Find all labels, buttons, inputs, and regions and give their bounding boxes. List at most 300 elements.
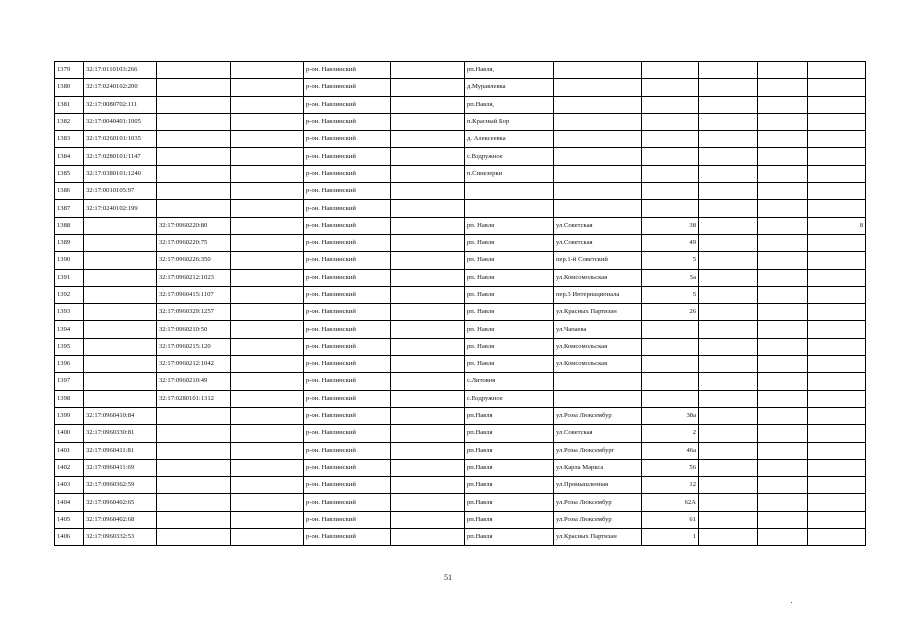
extra-cell	[808, 477, 866, 494]
row-number: 1386	[55, 183, 84, 200]
empty-cell	[699, 200, 758, 217]
district-cell: р-он. Навлинский	[304, 356, 391, 373]
extra-cell	[808, 425, 866, 442]
district-cell: р-он. Навлинский	[304, 79, 391, 96]
extra-cell	[808, 148, 866, 165]
street-cell	[554, 373, 642, 390]
settlement-cell: рп. Навля	[465, 269, 554, 286]
row-number: 1387	[55, 200, 84, 217]
empty-cell	[699, 286, 758, 303]
empty-cell	[758, 425, 808, 442]
empty-cell	[699, 148, 758, 165]
street-cell: ул.Розы Люксембур	[554, 494, 642, 511]
cadastral-number-cell: 32:17:0960410:84	[84, 407, 157, 424]
empty-cell	[699, 304, 758, 321]
empty-cell	[391, 338, 465, 355]
extra-cell	[808, 252, 866, 269]
cadastral-number-alt-cell: 32:17:0960226:350	[157, 252, 231, 269]
empty-cell	[391, 269, 465, 286]
settlement-cell: с.Литовня	[465, 373, 554, 390]
empty-cell	[758, 373, 808, 390]
house-number-cell	[642, 373, 699, 390]
cadastral-number-alt-cell	[157, 459, 231, 476]
table-row	[55, 321, 866, 338]
empty-cell	[231, 373, 304, 390]
page-number: 51	[444, 573, 452, 582]
row-number: 1402	[55, 459, 84, 476]
extra-cell	[808, 356, 866, 373]
settlement-cell: рп. Навля	[465, 356, 554, 373]
house-number-cell: 49	[642, 234, 699, 251]
street-cell	[554, 200, 642, 217]
settlement-cell: рп. Навля	[465, 234, 554, 251]
cadastral-number-alt-cell: 32:17:0280101:1312	[157, 390, 231, 407]
empty-cell	[758, 390, 808, 407]
empty-cell	[758, 304, 808, 321]
extra-cell	[808, 234, 866, 251]
empty-cell	[758, 511, 808, 528]
row-number: 1396	[55, 356, 84, 373]
empty-cell	[391, 390, 465, 407]
empty-cell	[758, 459, 808, 476]
row-number: 1384	[55, 148, 84, 165]
table-row	[55, 165, 866, 182]
table-row	[55, 407, 866, 424]
empty-cell	[758, 494, 808, 511]
row-number: 1388	[55, 217, 84, 234]
empty-cell	[758, 165, 808, 182]
house-number-cell	[642, 183, 699, 200]
district-cell: р-он. Навлинский	[304, 269, 391, 286]
district-cell: р-он. Навлинский	[304, 234, 391, 251]
cadastral-number-cell: 32:17:0260101:1035	[84, 131, 157, 148]
empty-cell	[699, 407, 758, 424]
extra-cell	[808, 407, 866, 424]
district-cell: р-он. Навлинский	[304, 477, 391, 494]
street-cell	[554, 113, 642, 130]
empty-cell	[758, 407, 808, 424]
empty-cell	[391, 79, 465, 96]
empty-cell	[231, 217, 304, 234]
cadastral-number-cell: 32:17:0380101:1240	[84, 165, 157, 182]
empty-cell	[699, 217, 758, 234]
table-row	[55, 183, 866, 200]
empty-cell	[231, 356, 304, 373]
row-number: 1403	[55, 477, 84, 494]
cadastral-number-cell: 32:17:0240102:199	[84, 200, 157, 217]
cadastral-number-alt-cell	[157, 183, 231, 200]
settlement-cell: рп.Навля	[465, 425, 554, 442]
table-row	[55, 96, 866, 113]
cadastral-number-alt-cell	[157, 200, 231, 217]
empty-cell	[699, 373, 758, 390]
extra-cell	[808, 459, 866, 476]
scan-speck	[791, 602, 792, 603]
extra-cell: 8	[808, 217, 866, 234]
empty-cell	[231, 148, 304, 165]
empty-cell	[231, 304, 304, 321]
empty-cell	[391, 304, 465, 321]
district-cell: р-он. Навлинский	[304, 131, 391, 148]
cadastral-number-alt-cell: 32:17:0960220:80	[157, 217, 231, 234]
district-cell: р-он. Навлинский	[304, 96, 391, 113]
table-row	[55, 62, 866, 79]
street-cell: ул.Розы Люксембур	[554, 407, 642, 424]
empty-cell	[758, 113, 808, 130]
row-number: 1382	[55, 113, 84, 130]
extra-cell	[808, 269, 866, 286]
street-cell	[554, 131, 642, 148]
district-cell: р-он. Навлинский	[304, 286, 391, 303]
empty-cell	[699, 356, 758, 373]
cadastral-number-cell	[84, 321, 157, 338]
settlement-cell: рп.Навля	[465, 529, 554, 546]
house-number-cell	[642, 96, 699, 113]
house-number-cell	[642, 321, 699, 338]
empty-cell	[758, 79, 808, 96]
table-row	[55, 200, 866, 217]
extra-cell	[808, 338, 866, 355]
empty-cell	[231, 511, 304, 528]
house-number-cell	[642, 165, 699, 182]
row-number: 1380	[55, 79, 84, 96]
row-number: 1405	[55, 511, 84, 528]
row-number: 1391	[55, 269, 84, 286]
cadastral-number-alt-cell	[157, 511, 231, 528]
empty-cell	[391, 286, 465, 303]
district-cell: р-он. Навлинский	[304, 373, 391, 390]
row-number: 1381	[55, 96, 84, 113]
settlement-cell: с.Вздружное	[465, 390, 554, 407]
row-number: 1393	[55, 304, 84, 321]
cadastral-number-cell: 32:17:0960402:68	[84, 511, 157, 528]
extra-cell	[808, 304, 866, 321]
empty-cell	[391, 425, 465, 442]
street-cell: ул.Промышленная	[554, 477, 642, 494]
house-number-cell: 2	[642, 425, 699, 442]
empty-cell	[391, 511, 465, 528]
empty-cell	[699, 338, 758, 355]
table-row	[55, 131, 866, 148]
empty-cell	[699, 494, 758, 511]
empty-cell	[758, 148, 808, 165]
empty-cell	[231, 425, 304, 442]
street-cell	[554, 390, 642, 407]
empty-cell	[391, 96, 465, 113]
cadastral-number-alt-cell	[157, 407, 231, 424]
empty-cell	[231, 165, 304, 182]
empty-cell	[391, 494, 465, 511]
cadastral-number-cell: 32:17:0010105:97	[84, 183, 157, 200]
empty-cell	[699, 165, 758, 182]
empty-cell	[758, 234, 808, 251]
house-number-cell: 56	[642, 459, 699, 476]
empty-cell	[391, 442, 465, 459]
house-number-cell	[642, 356, 699, 373]
cadastral-number-alt-cell	[157, 96, 231, 113]
empty-cell	[699, 511, 758, 528]
house-number-cell: 5	[642, 252, 699, 269]
empty-cell	[231, 477, 304, 494]
settlement-cell: рп.Навля	[465, 442, 554, 459]
house-number-cell	[642, 148, 699, 165]
empty-cell	[699, 459, 758, 476]
district-cell: р-он. Навлинский	[304, 252, 391, 269]
street-cell: ул.Комсомольская	[554, 356, 642, 373]
cadastral-number-alt-cell: 32:17:0960215:120	[157, 338, 231, 355]
cadastral-number-cell	[84, 390, 157, 407]
row-number: 1379	[55, 62, 84, 79]
empty-cell	[699, 425, 758, 442]
street-cell: ул.Красных Партизан	[554, 529, 642, 546]
empty-cell	[391, 62, 465, 79]
settlement-cell: рп. Навля	[465, 321, 554, 338]
cadastral-number-cell: 32:17:0960330:81	[84, 425, 157, 442]
table-row	[55, 304, 866, 321]
house-number-cell: 38	[642, 217, 699, 234]
district-cell: р-он. Навлинский	[304, 200, 391, 217]
empty-cell	[391, 529, 465, 546]
street-cell: пер.1-й Советский	[554, 252, 642, 269]
empty-cell	[231, 459, 304, 476]
settlement-cell: д. Алексеевка	[465, 131, 554, 148]
house-number-cell	[642, 62, 699, 79]
street-cell: ул.Чапаева	[554, 321, 642, 338]
settlement-cell: рп.Навля	[465, 407, 554, 424]
cadastral-number-alt-cell: 32:17:0960212:1042	[157, 356, 231, 373]
empty-cell	[699, 62, 758, 79]
settlement-cell: рп.Навля	[465, 511, 554, 528]
empty-cell	[699, 442, 758, 459]
empty-cell	[231, 269, 304, 286]
empty-cell	[699, 131, 758, 148]
extra-cell	[808, 529, 866, 546]
cadastral-number-alt-cell	[157, 442, 231, 459]
district-cell: р-он. Навлинский	[304, 459, 391, 476]
empty-cell	[699, 79, 758, 96]
table-row	[55, 511, 866, 528]
empty-cell	[231, 321, 304, 338]
empty-cell	[231, 234, 304, 251]
extra-cell	[808, 79, 866, 96]
cadastral-number-cell	[84, 286, 157, 303]
empty-cell	[758, 356, 808, 373]
cadastral-number-alt-cell	[157, 477, 231, 494]
house-number-cell: 61	[642, 511, 699, 528]
empty-cell	[699, 234, 758, 251]
cadastral-number-cell	[84, 356, 157, 373]
table-row	[55, 217, 866, 234]
settlement-cell: рп. Навля	[465, 252, 554, 269]
extra-cell	[808, 511, 866, 528]
cadastral-number-alt-cell	[157, 131, 231, 148]
house-number-cell: 62А	[642, 494, 699, 511]
extra-cell	[808, 131, 866, 148]
empty-cell	[231, 442, 304, 459]
table-row	[55, 338, 866, 355]
cadastral-number-cell: 32:17:0080702:111	[84, 96, 157, 113]
settlement-cell: п.Красный Бор	[465, 113, 554, 130]
cadastral-number-alt-cell	[157, 79, 231, 96]
empty-cell	[391, 183, 465, 200]
house-number-cell: 46а	[642, 442, 699, 459]
table-row	[55, 494, 866, 511]
settlement-cell: с.Вздружное	[465, 148, 554, 165]
table-row	[55, 148, 866, 165]
empty-cell	[231, 338, 304, 355]
row-number: 1394	[55, 321, 84, 338]
street-cell	[554, 183, 642, 200]
house-number-cell	[642, 79, 699, 96]
settlement-cell: рп.Навля,	[465, 62, 554, 79]
table-row	[55, 529, 866, 546]
cadastral-number-cell	[84, 269, 157, 286]
extra-cell	[808, 113, 866, 130]
settlement-cell: рп. Навля	[465, 338, 554, 355]
empty-cell	[391, 356, 465, 373]
cadastral-number-alt-cell: 32:17:0960415:1107	[157, 286, 231, 303]
empty-cell	[758, 338, 808, 355]
row-number: 1385	[55, 165, 84, 182]
table-row	[55, 252, 866, 269]
house-number-cell: 5	[642, 286, 699, 303]
empty-cell	[758, 200, 808, 217]
settlement-cell	[465, 183, 554, 200]
empty-cell	[391, 148, 465, 165]
house-number-cell	[642, 200, 699, 217]
empty-cell	[758, 183, 808, 200]
district-cell: р-он. Навлинский	[304, 494, 391, 511]
settlement-cell: рп.Навля,	[465, 96, 554, 113]
cadastral-number-cell	[84, 234, 157, 251]
cadastral-number-alt-cell: 32:17:0960210:50	[157, 321, 231, 338]
street-cell	[554, 165, 642, 182]
extra-cell	[808, 494, 866, 511]
empty-cell	[391, 321, 465, 338]
district-cell: р-он. Навлинский	[304, 183, 391, 200]
cadastral-number-cell	[84, 338, 157, 355]
row-number: 1406	[55, 529, 84, 546]
district-cell: р-он. Навлинский	[304, 113, 391, 130]
empty-cell	[699, 529, 758, 546]
row-number: 1383	[55, 131, 84, 148]
cadastral-number-alt-cell: 32:17:0960329:1257	[157, 304, 231, 321]
cadastral-number-cell: 32:17:0960411:81	[84, 442, 157, 459]
empty-cell	[231, 390, 304, 407]
house-number-cell: 5а	[642, 269, 699, 286]
cadastral-number-cell	[84, 373, 157, 390]
district-cell: р-он. Навлинский	[304, 217, 391, 234]
empty-cell	[231, 131, 304, 148]
extra-cell	[808, 390, 866, 407]
empty-cell	[758, 252, 808, 269]
settlement-cell: д.Муравлевка	[465, 79, 554, 96]
district-cell: р-он. Навлинский	[304, 62, 391, 79]
street-cell	[554, 96, 642, 113]
table-row	[55, 459, 866, 476]
cadastral-number-cell: 32:17:0960362:59	[84, 477, 157, 494]
street-cell: ул.Советская	[554, 425, 642, 442]
table-row	[55, 442, 866, 459]
empty-cell	[231, 79, 304, 96]
empty-cell	[699, 390, 758, 407]
cadastral-number-cell: 32:17:0110103:266	[84, 62, 157, 79]
extra-cell	[808, 165, 866, 182]
empty-cell	[758, 62, 808, 79]
district-cell: р-он. Навлинский	[304, 165, 391, 182]
empty-cell	[231, 529, 304, 546]
street-cell: ул.Карла Маркса	[554, 459, 642, 476]
row-number: 1389	[55, 234, 84, 251]
extra-cell	[808, 62, 866, 79]
cadastral-number-cell: 32:17:0960411:69	[84, 459, 157, 476]
street-cell: ул.Советская	[554, 234, 642, 251]
empty-cell	[231, 252, 304, 269]
table-row	[55, 286, 866, 303]
table-row	[55, 373, 866, 390]
street-cell	[554, 62, 642, 79]
district-cell: р-он. Навлинский	[304, 407, 391, 424]
cadastral-number-alt-cell	[157, 425, 231, 442]
empty-cell	[758, 477, 808, 494]
street-cell	[554, 79, 642, 96]
district-cell: р-он. Навлинский	[304, 390, 391, 407]
row-number: 1390	[55, 252, 84, 269]
cadastral-number-cell	[84, 252, 157, 269]
empty-cell	[391, 477, 465, 494]
cadastral-number-alt-cell	[157, 113, 231, 130]
house-number-cell: 12	[642, 477, 699, 494]
table-row	[55, 269, 866, 286]
empty-cell	[758, 217, 808, 234]
settlement-cell: рп.Навля	[465, 459, 554, 476]
extra-cell	[808, 200, 866, 217]
extra-cell	[808, 183, 866, 200]
street-cell: ул.Розы Люксембур	[554, 511, 642, 528]
cadastral-number-cell	[84, 304, 157, 321]
cadastral-number-cell: 32:17:0960332:53	[84, 529, 157, 546]
empty-cell	[758, 131, 808, 148]
empty-cell	[699, 183, 758, 200]
empty-cell	[231, 286, 304, 303]
cadastral-number-cell: 32:17:0240102:200	[84, 79, 157, 96]
cadastral-number-cell: 32:17:0280101:1147	[84, 148, 157, 165]
district-cell: р-он. Навлинский	[304, 511, 391, 528]
empty-cell	[699, 321, 758, 338]
empty-cell	[391, 407, 465, 424]
cadastral-number-cell: 32:17:0960402:65	[84, 494, 157, 511]
house-number-cell: 38а	[642, 407, 699, 424]
table-row	[55, 234, 866, 251]
empty-cell	[231, 407, 304, 424]
cadastral-number-alt-cell	[157, 529, 231, 546]
cadastral-number-alt-cell: 32:17:0960220:75	[157, 234, 231, 251]
empty-cell	[758, 529, 808, 546]
street-cell: ул.Красных Партизан	[554, 304, 642, 321]
street-cell: пер.3 Интернационала	[554, 286, 642, 303]
empty-cell	[391, 200, 465, 217]
register-table	[54, 61, 866, 546]
settlement-cell: рп. Навля	[465, 286, 554, 303]
district-cell: р-он. Навлинский	[304, 529, 391, 546]
street-cell	[554, 148, 642, 165]
empty-cell	[391, 217, 465, 234]
cadastral-number-alt-cell	[157, 494, 231, 511]
empty-cell	[699, 269, 758, 286]
cadastral-number-cell: 32:17:0040401:1005	[84, 113, 157, 130]
extra-cell	[808, 442, 866, 459]
street-cell: ул.Комсомольская	[554, 269, 642, 286]
